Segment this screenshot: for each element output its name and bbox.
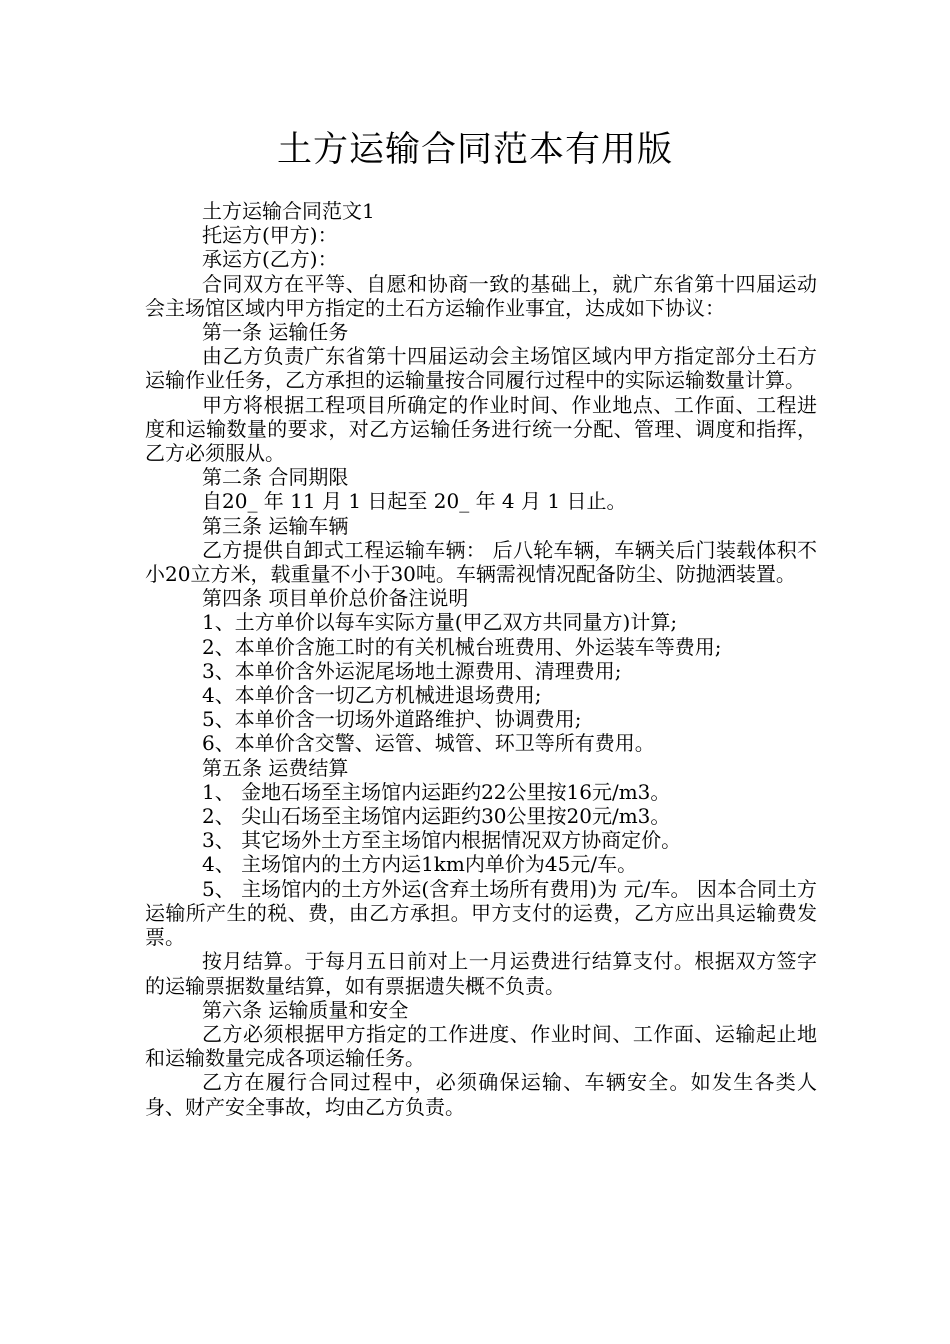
list-item: 5、 主场馆内的土方外运(含弃土场所有费用)为 元/车。 因本合同土方运输所产生的税、费，由乙方承担。甲方支付的运费，乙方应出具运输费发票。 [145, 876, 817, 950]
list-item: 4、 主场馆内的土方内运1km内单价为45元/车。 [202, 852, 638, 877]
list-item: 3、本单价含外运泥尾场地土源费用、清理费用; [202, 658, 622, 683]
list-item: 2、本单价含施工时的有关机械台班费用、外运装车等费用; [202, 634, 722, 659]
paragraph: 由乙方负责广东省第十四届运动会主场馆区域内甲方指定部分土石方运输作业任务，乙方承担的运输量按合同履行过程中的实际运输数量计算。 [145, 344, 817, 393]
paragraph: 乙方提供自卸式工程运输车辆： 后八轮车辆，车辆关后门装载体积不小20立方米，载重量不小于30吨。车辆需视情况配备防尘、防抛洒装置。 [145, 537, 817, 587]
paragraph: 按月结算。于每月五日前对上一月运费进行结算支付。根据双方签字的运输票据数量结算，如有票据遗失概不负责。 [145, 949, 817, 998]
section-heading: 第三条 运输车辆 [202, 513, 349, 538]
paragraph: 合同双方在平等、自愿和协商一致的基础上，就广东省第十四届运动会主场馆区域内甲方指定的土石方运输作业事宜，达成如下协议： [145, 271, 817, 320]
list-item: 6、本单价含交警、运管、城管、环卫等所有费用。 [202, 731, 655, 756]
document-body [145, 199, 817, 1119]
list-item: 1、 金地石场至主场馆内运距约22公里按16元/m3。 [202, 779, 671, 804]
section-heading: 第四条 项目单价总价备注说明 [202, 586, 469, 611]
section-heading: 第五条 运费结算 [202, 755, 349, 780]
section-heading: 第二条 合同期限 [202, 465, 349, 490]
list-item: 5、本单价含一切场外道路维护、协调费用; [202, 707, 582, 732]
document-title: 土方运输合同范本有用版 [276, 130, 673, 170]
paragraph: 自20_ 年 11 月 1 日起至 20_ 年 4 月 1 日止。 [202, 489, 627, 514]
list-item: 4、本单价含一切乙方机械进退场费用; [202, 683, 542, 708]
paragraph: 乙方在履行合同过程中，必须确保运输、车辆安全。如发生各类人身、财产安全事故，均由乙方负责。 [145, 1070, 817, 1119]
section-heading: 第一条 运输任务 [202, 320, 349, 345]
section-heading: 第六条 运输质量和安全 [202, 997, 409, 1022]
list-item: 1、土方单价以每车实际方量(甲乙双方共同量方)计算; [202, 610, 678, 635]
paragraph: 乙方必须根据甲方指定的工作进度、作业时间、工作面、运输起止地和运输数量完成各项运输任务。 [145, 1021, 817, 1071]
list-item: 2、 尖山石场至主场馆内运距约30公里按20元/m3。 [202, 804, 671, 829]
paragraph: 承运方(乙方)： [202, 247, 338, 272]
list-item: 3、 其它场外土方至主场馆内根据情况双方协商定价。 [202, 828, 682, 853]
paragraph: 土方运输合同范文1 [202, 199, 375, 223]
paragraph: 甲方将根据工程项目所确定的作业时间、作业地点、工作面、工程进度和运输数量的要求，对乙方运输任务进行统一分配、管理、调度和指挥，乙方必须服从。 [145, 392, 817, 466]
paragraph: 托运方(甲方)： [202, 223, 338, 248]
